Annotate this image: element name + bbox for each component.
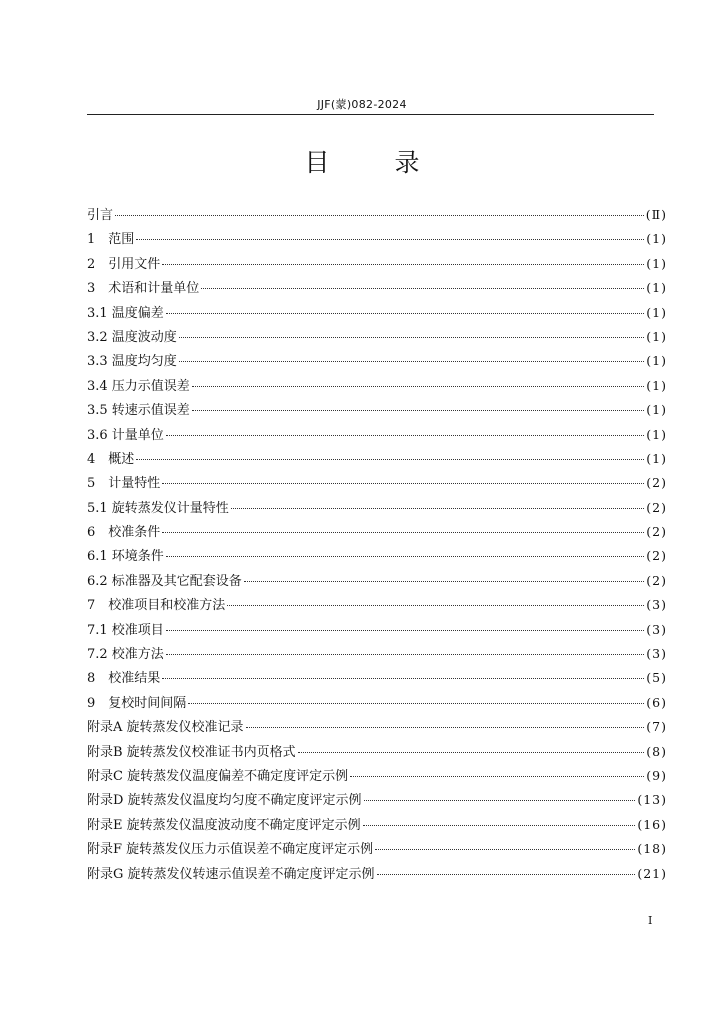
toc-dot-leader (364, 799, 636, 801)
toc-entry-page: (9) (646, 767, 667, 783)
toc-entry-label: 3.1 温度偏差 (87, 305, 164, 321)
footer-page-number: I (648, 914, 653, 927)
toc-entry-page: (1) (646, 304, 667, 320)
toc-entry[interactable] (87, 741, 667, 765)
toc-dot-leader (192, 385, 644, 387)
toc-entry-page: (3) (646, 621, 667, 637)
toc-entry-label: 7.2 校准方法 (87, 647, 164, 663)
toc-entry-label: 7.1 校准项目 (87, 622, 164, 638)
toc-dot-leader (179, 336, 644, 338)
toc-entry-page: (7) (646, 719, 667, 735)
toc-entry-page: (1) (646, 450, 667, 466)
toc-entry-page: (1) (646, 280, 667, 296)
toc-entry-label: 3 术语和计量单位 (87, 281, 200, 297)
toc-entry[interactable] (87, 692, 667, 716)
toc-entry-label: 附录E 旋转蒸发仪温度波动度不确定度评定示例 (87, 817, 361, 833)
toc-entry[interactable] (87, 448, 667, 472)
toc-entry-label: 3.3 温度均匀度 (87, 354, 177, 370)
toc-entry-label: 6 校准条件 (87, 525, 161, 541)
toc-entry-label: 3.6 计量单位 (87, 427, 164, 443)
toc-entry-page: (16) (637, 816, 667, 832)
toc-dot-leader (162, 531, 644, 533)
toc-dot-leader (244, 580, 644, 582)
toc-entry[interactable] (87, 326, 667, 350)
toc-entry-page: (1) (646, 255, 667, 271)
toc-entry[interactable] (87, 497, 667, 521)
toc-entry-page: (2) (646, 572, 667, 588)
toc-dot-leader (166, 434, 644, 436)
toc-entry[interactable] (87, 253, 667, 277)
toc-entry-label: 引言 (87, 208, 114, 223)
toc-entry-page: (2) (646, 475, 667, 491)
toc-entry-page: (1) (646, 328, 667, 344)
toc-entry[interactable] (87, 863, 667, 887)
toc-entry-label: 8 校准结果 (87, 671, 161, 687)
toc-dot-leader (162, 482, 644, 484)
toc-entry-label: 5 计量特性 (87, 476, 161, 492)
toc-entry-page: (2) (646, 548, 667, 564)
toc-dot-leader (192, 409, 644, 411)
toc-entry-label: 附录A 旋转蒸发仪校准记录 (87, 720, 244, 736)
toc-dot-leader (201, 287, 644, 289)
toc-entry[interactable] (87, 228, 667, 252)
toc-dot-leader (350, 775, 644, 777)
toc-entry[interactable] (87, 838, 667, 862)
toc-entry-label: 4 概述 (87, 451, 135, 467)
toc-entry[interactable] (87, 277, 667, 301)
toc-dot-leader (246, 726, 645, 728)
toc-dot-leader (115, 214, 644, 216)
toc-entry-page: (1) (646, 353, 667, 369)
toc-dot-leader (166, 555, 644, 557)
toc-entry-label: 附录D 旋转蒸发仪温度均匀度不确定度评定示例 (87, 793, 362, 809)
toc-entry-page: (3) (646, 597, 667, 613)
toc-entry-label: 6.1 环境条件 (87, 549, 164, 565)
toc-entry[interactable] (87, 789, 667, 813)
toc-entry[interactable] (87, 619, 667, 643)
toc-entry[interactable] (87, 594, 667, 618)
toc-entry[interactable] (87, 350, 667, 374)
page-title: 目 录 (304, 148, 440, 177)
toc-entry-label: 2 引用文件 (87, 256, 161, 272)
toc-entry-label: 附录C 旋转蒸发仪温度偏差不确定度评定示例 (87, 768, 349, 784)
toc-dot-leader (375, 848, 635, 850)
toc-dot-leader (166, 653, 644, 655)
toc-entry-page: (5) (646, 670, 667, 686)
toc-dot-leader (136, 458, 644, 460)
toc-entry-label: 附录G 旋转蒸发仪转速示值误差不确定度评定示例 (87, 866, 375, 882)
toc-entry-page: (8) (646, 743, 667, 759)
toc-dot-leader (162, 263, 644, 265)
toc-entry[interactable] (87, 716, 667, 740)
table-of-contents (87, 204, 667, 887)
toc-entry[interactable] (87, 521, 667, 545)
toc-entry[interactable] (87, 399, 667, 423)
toc-entry-label: 附录B 旋转蒸发仪校准证书内页格式 (87, 744, 296, 760)
toc-dot-leader (363, 824, 636, 826)
header-rule (87, 114, 654, 115)
toc-dot-leader (136, 238, 644, 240)
toc-entry-page: (1) (646, 402, 667, 418)
toc-entry[interactable] (87, 814, 667, 838)
toc-entry[interactable] (87, 375, 667, 399)
toc-entry[interactable] (87, 424, 667, 448)
toc-entry-page: (3) (646, 646, 667, 662)
toc-dot-leader (166, 629, 644, 631)
toc-entry-page: (6) (646, 694, 667, 710)
toc-entry[interactable] (87, 204, 667, 228)
toc-entry-page: (21) (637, 865, 667, 881)
toc-dot-leader (179, 360, 644, 362)
toc-dot-leader (298, 751, 645, 753)
toc-entry[interactable] (87, 302, 667, 326)
toc-dot-leader (231, 507, 644, 509)
toc-entry-label: 5.1 旋转蒸发仪计量特性 (87, 500, 229, 516)
toc-entry-page: (Ⅱ) (645, 207, 667, 222)
toc-entry-page: (18) (637, 841, 667, 857)
toc-entry-label: 3.5 转速示值误差 (87, 403, 190, 419)
toc-entry[interactable] (87, 667, 667, 691)
toc-entry-page: (2) (646, 524, 667, 540)
toc-entry-label: 3.2 温度波动度 (87, 329, 177, 345)
toc-entry-page: (13) (637, 792, 667, 808)
toc-dot-leader (227, 604, 644, 606)
toc-entry[interactable] (87, 570, 667, 594)
toc-dot-leader (162, 677, 644, 679)
toc-dot-leader (377, 873, 636, 875)
toc-entry[interactable] (87, 765, 667, 789)
toc-entry-page: (1) (646, 377, 667, 393)
toc-entry-page: (1) (646, 231, 667, 247)
toc-entry-label: 附录F 旋转蒸发仪压力示值误差不确定度评定示例 (87, 842, 374, 858)
standard-code: JJF(蒙)082-2024 (317, 98, 407, 111)
toc-entry-label: 6.2 标准器及其它配套设备 (87, 573, 242, 589)
toc-entry[interactable] (87, 472, 667, 496)
toc-entry-label: 3.4 压力示值误差 (87, 378, 190, 394)
toc-dot-leader (166, 312, 644, 314)
toc-entry-label: 7 校准项目和校准方法 (87, 598, 226, 614)
toc-entry-label: 1 范围 (87, 232, 135, 248)
toc-entry-label: 9 复校时间间隔 (87, 695, 187, 711)
toc-dot-leader (188, 702, 644, 704)
toc-entry-page: (1) (646, 426, 667, 442)
toc-entry-page: (2) (646, 499, 667, 515)
toc-entry[interactable] (87, 643, 667, 667)
toc-entry[interactable] (87, 545, 667, 569)
